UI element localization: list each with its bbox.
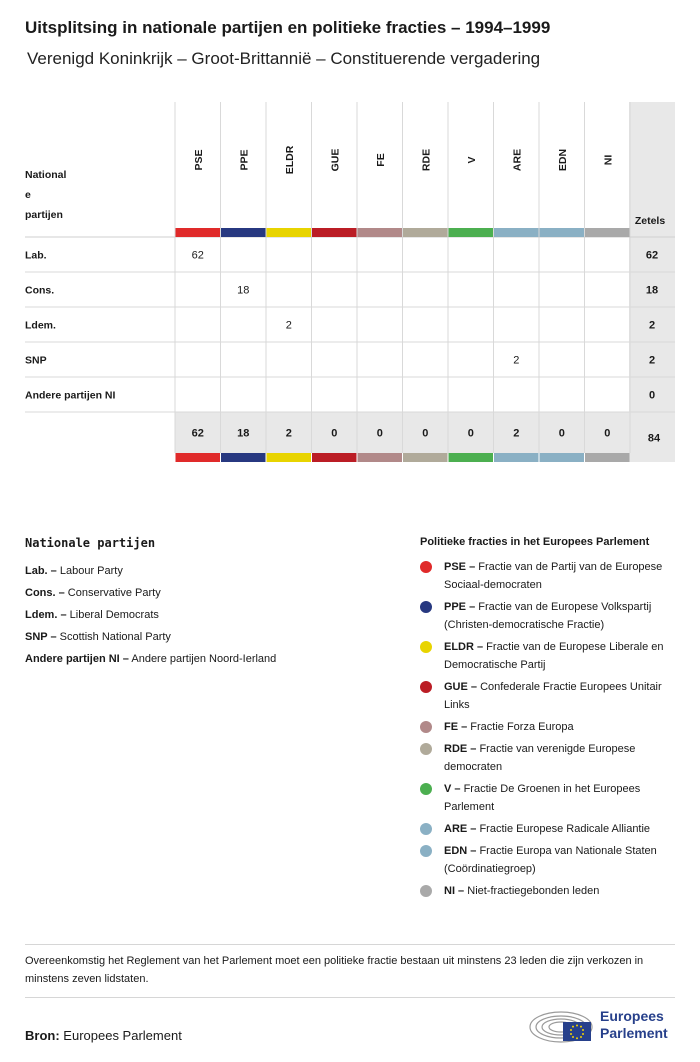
column-total-value: 0 (604, 427, 611, 440)
political-group-name: Fractie van de Europese Liberale en Democratische Partij (444, 641, 664, 671)
political-groups-legend (420, 536, 680, 904)
column-header-ppe: PPE (238, 149, 251, 171)
column-total-value: 2 (513, 427, 520, 440)
row-party-label: Cons. (25, 284, 55, 297)
column-color-stripe-ppe (221, 228, 266, 237)
political-group-abbr: PPE – (444, 601, 476, 613)
political-group-name: Fractie van verenigde Europese democraten (444, 743, 636, 773)
source-value: Europees Parlement (63, 1028, 182, 1043)
column-total-value: 0 (376, 427, 383, 440)
political-group-abbr: NI – (444, 885, 465, 897)
row-party-label: Lab. (25, 249, 47, 262)
column-total-value: 0 (331, 427, 338, 440)
grand-total-value: 84 (647, 432, 661, 445)
total-column-header: Zetels (634, 215, 666, 227)
political-group-legend-item (420, 598, 680, 634)
political-group-legend-item (420, 820, 680, 838)
source (25, 1028, 182, 1043)
row-header-label: e (25, 189, 31, 201)
european-parliament-logo (528, 1006, 678, 1046)
column-color-stripe-are (494, 228, 539, 237)
column-color-stripe-gue (312, 228, 357, 237)
legend-color-dot-icon (420, 823, 432, 835)
column-color-stripe-v (449, 228, 494, 237)
political-group-name: Fractie van de Partij van de Europese Sociaal-democraten (444, 561, 663, 591)
legend-color-dot-icon (420, 641, 432, 653)
table-cell-value: 2 (285, 319, 292, 332)
national-party-name: Labour Party (56, 565, 123, 577)
row-party-label: SNP (25, 354, 47, 367)
political-group-legend-item (420, 558, 680, 594)
national-party-abbr: SNP – (25, 631, 57, 643)
row-header-label: National (25, 169, 67, 181)
table-cell-value: 18 (237, 284, 250, 297)
column-color-stripe-bottom-pse (176, 453, 221, 462)
political-group-legend-item (420, 678, 680, 714)
legend-color-dot-icon (420, 845, 432, 857)
row-total-value: 2 (648, 319, 656, 332)
political-group-name: Fractie Europa van Nationale Staten (Coördinatiegroep) (444, 845, 657, 875)
source-label: Bron: (25, 1028, 60, 1043)
total-column-bg (629, 102, 675, 462)
column-total-value: 18 (237, 427, 250, 440)
political-group-abbr: RDE – (444, 743, 477, 755)
political-group-abbr: GUE – (444, 681, 478, 693)
political-groups-legend-title: Politieke fracties in het Europees Parlement (420, 536, 650, 548)
political-group-abbr: ELDR – (444, 641, 484, 653)
column-header-rde: RDE (420, 148, 433, 172)
political-group-abbr: FE – (444, 721, 468, 733)
row-total-value: 18 (645, 284, 659, 297)
political-group-legend-item (420, 780, 680, 816)
national-party-legend-item (25, 626, 365, 648)
column-header-are: ARE (511, 148, 524, 172)
column-header-edn: EDN (556, 148, 569, 172)
column-color-stripe-bottom-ppe (221, 453, 266, 462)
column-total-value: 2 (285, 427, 292, 440)
column-header-pse: PSE (192, 149, 205, 171)
political-group-legend-item (420, 638, 680, 674)
legend-color-dot-icon (420, 743, 432, 755)
row-total-value: 0 (648, 389, 656, 402)
political-group-legend-item (420, 882, 680, 900)
national-party-legend-item (25, 648, 365, 670)
page-title: Uitsplitsing in nationale partijen en politieke fracties – 1994–1999 (25, 18, 551, 37)
column-header-ni: NI (602, 154, 615, 166)
column-header-fe: FE (374, 153, 387, 167)
row-total-value: 2 (648, 354, 656, 367)
seat-breakdown-table (0, 0, 700, 470)
parliament-hemicycle-icon (528, 1006, 594, 1044)
political-group-name: Fractie van de Europese Volkspartij (Christen-democratische Fractie) (444, 601, 652, 631)
political-group-abbr: PSE – (444, 561, 476, 573)
column-header-gue: GUE (329, 148, 342, 172)
logo-line-1: Europees (600, 1008, 664, 1024)
column-header-eldr: ELDR (283, 145, 296, 175)
political-group-name: Fractie De Groenen in het Europees Parlement (444, 783, 641, 813)
national-party-name: Andere partijen Noord-Ierland (128, 653, 277, 665)
national-party-legend-item (25, 604, 365, 626)
column-color-stripe-bottom-edn (540, 453, 585, 462)
column-header-v: V (465, 156, 478, 164)
logo-line-2: Parlement (600, 1025, 668, 1041)
political-group-legend-item (420, 842, 680, 878)
column-color-stripe-edn (540, 228, 585, 237)
column-color-stripe-pse (176, 228, 221, 237)
political-group-name: Fractie Europese Radicale Alliantie (476, 823, 651, 835)
political-group-legend-item (420, 740, 680, 776)
political-group-abbr: V – (444, 783, 461, 795)
political-group-name: Confederale Fractie Europees Unitair Links (444, 681, 662, 711)
divider (25, 997, 675, 998)
divider (25, 944, 675, 945)
column-total-value: 62 (191, 427, 204, 440)
political-group-abbr: EDN – (444, 845, 477, 857)
column-total-value: 0 (422, 427, 429, 440)
table-cell-value: 2 (513, 354, 520, 367)
national-party-abbr: Ldem. – (25, 609, 67, 621)
logo-text (600, 1008, 668, 1042)
column-color-stripe-rde (403, 228, 448, 237)
table-cell-value: 62 (191, 249, 204, 262)
column-color-stripe-ni (585, 228, 630, 237)
legend-color-dot-icon (420, 885, 432, 897)
political-group-legend-item (420, 718, 680, 736)
column-color-stripe-bottom-rde (403, 453, 448, 462)
national-party-name: Conservative Party (64, 587, 161, 599)
legend-color-dot-icon (420, 783, 432, 795)
legend-color-dot-icon (420, 561, 432, 573)
national-party-legend-item (25, 560, 365, 582)
legend-color-dot-icon (420, 681, 432, 693)
political-group-abbr: ARE – (444, 823, 477, 835)
column-total-value: 0 (558, 427, 565, 440)
page-subtitle: Verenigd Koninkrijk – Groot-Brittannië – Constituerende vergadering (27, 49, 541, 68)
legend-color-dot-icon (420, 601, 432, 613)
column-color-stripe-fe (358, 228, 403, 237)
national-parties-legend (25, 536, 365, 670)
national-party-abbr: Andere partijen NI – (25, 653, 129, 665)
column-color-stripe-eldr (267, 228, 312, 237)
column-color-stripe-bottom-gue (312, 453, 357, 462)
political-group-name: Niet-fractiegebonden leden (464, 885, 600, 897)
column-color-stripe-bottom-are (494, 453, 539, 462)
row-total-value: 62 (645, 249, 659, 262)
column-total-value: 0 (467, 427, 474, 440)
national-party-name: Scottish National Party (56, 631, 171, 643)
national-party-abbr: Lab. – (25, 565, 57, 577)
column-color-stripe-bottom-fe (358, 453, 403, 462)
row-party-label: Ldem. (25, 319, 56, 332)
column-color-stripe-bottom-ni (585, 453, 630, 462)
national-party-name: Liberal Democrats (66, 609, 159, 621)
political-group-name: Fractie Forza Europa (467, 721, 574, 733)
column-color-stripe-bottom-eldr (267, 453, 312, 462)
row-party-label: Andere partijen NI (25, 389, 116, 402)
national-party-abbr: Cons. – (25, 587, 65, 599)
footnote: Overeenkomstig het Reglement van het Parlement moet een politieke fractie bestaan uit minstens 23 leden die zijn verkozen in minstens zeven lidstaten. (25, 955, 644, 985)
row-header-label: partijen (25, 209, 63, 221)
legend-color-dot-icon (420, 721, 432, 733)
national-party-legend-item (25, 582, 365, 604)
national-parties-legend-title: Nationale partijen (25, 536, 156, 550)
column-color-stripe-bottom-v (449, 453, 494, 462)
